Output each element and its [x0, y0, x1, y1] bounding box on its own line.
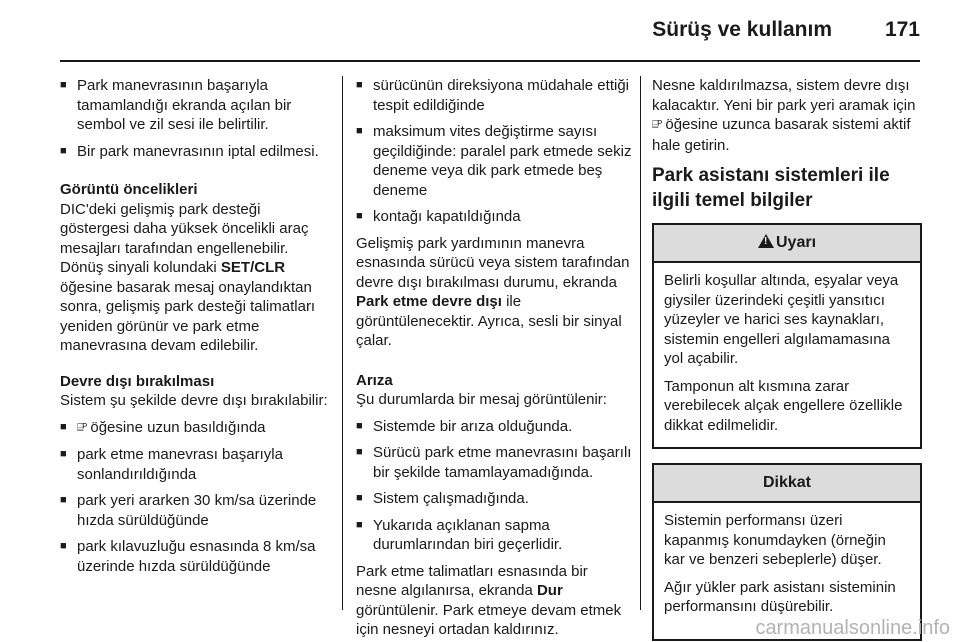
warning-triangle-icon: [758, 234, 774, 248]
paragraph: Şu durumlarda bir mesaj görüntülenir:: [356, 391, 607, 408]
section-heading: Arıza: [356, 371, 393, 389]
list-item: ■ Bir park manevrasının iptal edilmesi.: [60, 142, 330, 162]
section-heading: Devre dışı bırakılması: [60, 372, 215, 390]
list-item: ■ park etme manevrası başarıyla sonlandırıldığında: [60, 445, 330, 484]
notice-header: Dikkat: [654, 465, 920, 503]
bold-term: Dur: [536, 582, 563, 599]
notice-paragraph: Sistemin performansı üzeri kapanmış konumdayken (örneğin kar ve benzeri sebeplerle) düşer.: [664, 512, 886, 568]
list-item: ■ ⌸ᴾ öğesine uzun basıldığında: [60, 418, 330, 439]
list-item: ■ park kılavuzluğu esnasında 8 km/sa üzerinde hızda sürüldüğünde: [60, 537, 330, 576]
warning-title: Uyarı: [775, 234, 817, 251]
paragraph: DIC'deki gelişmiş park desteği göstergesi daha yüksek öncelikli araç mesajları tarafından engellenebilir. Dönüş sinyali kolundaki SET/CLR öğesine basarak mesaj onaylandıktan sonra, gelişmiş park desteği talimatları yeniden görünür ve park etme manevrasına devam edilebilir.: [60, 200, 316, 354]
paragraph: Sistem şu şekilde devre dışı bırakılabilir:: [60, 392, 328, 409]
park-assist-icon: ⌸ᴾ: [652, 119, 662, 131]
column-divider: [342, 76, 343, 610]
park-assist-icon: ⌸ᴾ: [77, 421, 87, 434]
column-divider: [640, 76, 641, 610]
warning-box: [652, 223, 922, 449]
bold-term: Park etme devre dışı: [356, 293, 502, 310]
column-middle: [356, 76, 632, 642]
list-item: ■ Sürücü park etme manevrasını başarılı bir şekilde tamamlayamadığında.: [356, 443, 632, 482]
list-item: ■ sürücünün direksiyona müdahale ettiği tespit edildiğinde: [356, 76, 632, 115]
header-divider: [60, 60, 920, 62]
paragraph: Nesne kaldırılmazsa, sistem devre dışı kalacaktır. Yeni bir park yeri aramak için ⌸ᴾ öğesine uzunca basarak sistemi aktif hale getirin.: [652, 77, 916, 154]
list-item: ■ Sistemde bir arıza olduğunda.: [356, 417, 632, 437]
notice-paragraph: Ağır yükler park asistanı sisteminin performansını düşürebilir.: [664, 578, 896, 615]
watermark: carmanualsonline.info: [755, 617, 950, 639]
chapter-title: Sürüş ve kullanım: [652, 18, 832, 41]
page-number: 171: [884, 18, 920, 41]
column-left: [60, 76, 330, 583]
section-heading: Görüntü öncelikleri: [60, 181, 198, 198]
warning-header: [654, 225, 920, 263]
list-item: ■ Park manevrasının başarıyla tamamlandığı ekranda açılan bir sembol ve zil sesi ile belirtilir.: [60, 76, 330, 135]
bold-term: SET/CLR: [220, 259, 286, 276]
list-item: ■ Yukarıda açıklanan sapma durumlarından biri geçerlidir.: [356, 516, 632, 555]
paragraph: Gelişmiş park yardımının manevra esnasında sürücü veya sistem tarafından devre dışı bırakılması durumu, ekranda Park etme devre dışı ile görüntülenecektir. Ayrıca, sesli bir sinyal çalar.: [356, 234, 630, 349]
list-item: ■ Sistem çalışmadığında.: [356, 489, 632, 509]
warning-paragraph: Belirli koşullar altında, eşyalar veya giysiler üzerindeki çeşitli yansıtıcı yüzeyler ve harici ses kaynakları, sistemin engelleri algılamamasına yol açabilir.: [664, 272, 899, 367]
column-right: [652, 76, 922, 642]
list-item: ■ kontağı kapatıldığında: [356, 207, 632, 227]
notice-box: [652, 463, 922, 641]
paragraph: Park etme talimatları esnasında bir nesne algılanırsa, ekranda Dur görüntülenir. Park etmeye devam etmek için nesneyi ortadan kaldırınız.: [356, 562, 622, 638]
list-item: ■ park yeri ararken 30 km/sa üzerinde hızda sürüldüğünde: [60, 491, 330, 530]
list-item: ■ maksimum vites değiştirme sayısı geçildiğinde: paralel park etmede sekiz deneme veya dik park etmede beş deneme: [356, 122, 632, 200]
subsection-heading: Park asistanı sistemleri ile ilgili temel bilgiler: [652, 165, 890, 211]
warning-paragraph: Tamponun alt kısmına zarar verebilecek alçak engellere özellikle dikkat edilmelidir.: [664, 377, 903, 434]
